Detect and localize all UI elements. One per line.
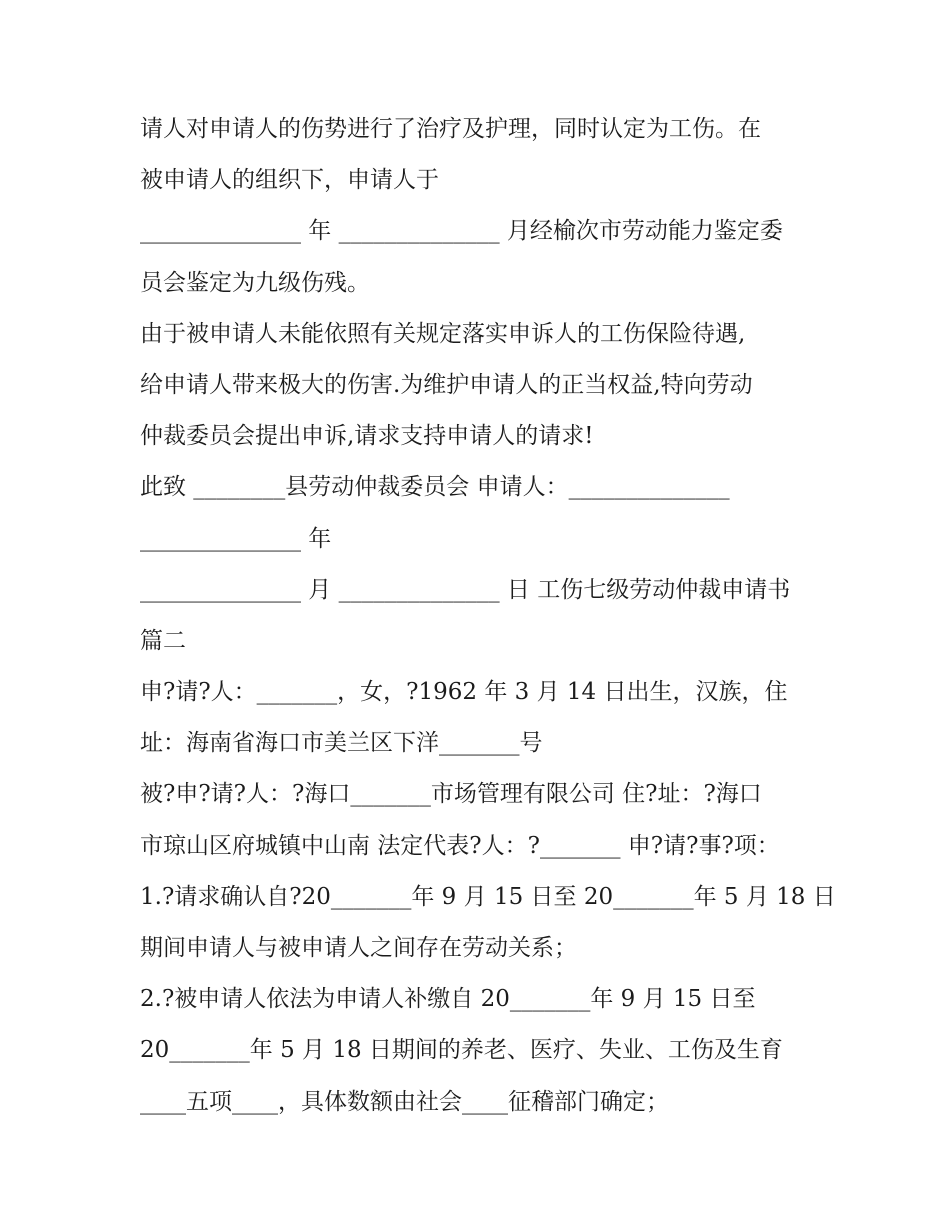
text-line: 被申请人的组织下，申请人于 [140, 167, 439, 194]
text-line: 请人对申请人的伤势进行了治疗及护理，同时认定为工伤。在 [140, 116, 761, 142]
text-line: 申?请?人：_______，女，?1962 年 3 月 14 日出生，汉族，住 [140, 679, 788, 706]
text-line: ______________ 月 ______________ 日 工伤七级劳动仲裁申请书 [140, 576, 791, 603]
text-line: 址：海南省海口市美兰区下洋_______号 [140, 730, 543, 757]
text-line: ______________ 年 ______________ 月经榆次市劳动能力鉴定委 [140, 218, 783, 245]
text-line: 市琼山区府城镇中山南 法定代表?人：?_______ 申?请?事?项： [140, 832, 780, 859]
text-line: 20_______年 5 月 18 日期间的养老、医疗、失业、工伤及生育 [140, 1037, 783, 1064]
text-line: 此致 ________县劳动仲裁委员会 申请人：______________ [140, 474, 730, 501]
section-heading: 篇二 [140, 627, 186, 654]
text-line: 被?申?请?人：?海口_______市场管理有限公司 住?址：?海口 [140, 781, 762, 808]
text-line: 由于被申请人未能依照有关规定落实申诉人的工伤保险待遇, [140, 320, 746, 347]
text-line: 员会鉴定为九级伤残。 [140, 269, 370, 296]
text-line: ____五项____，具体数额由社会____征稽部门确定； [140, 1088, 669, 1115]
text-line: 期间申请人与被申请人之间存在劳动关系； [140, 935, 577, 961]
text-line: 1.?请求确认自?20_______年 9 月 15 日至 20_______年 5 月 18 日 [140, 883, 836, 910]
text-line: 2.?被申请人依法为申请人补缴自 20_______年 9 月 15 日至 [140, 986, 756, 1013]
text-line: 仲裁委员会提出申诉,请求支持申请人的请求! [140, 423, 594, 450]
text-line: 给申请人带来极大的伤害.为维护申请人的正当权益,特向劳动 [140, 371, 753, 398]
document-body [140, 104, 836, 1128]
text-line: ______________ 年 [140, 525, 332, 552]
